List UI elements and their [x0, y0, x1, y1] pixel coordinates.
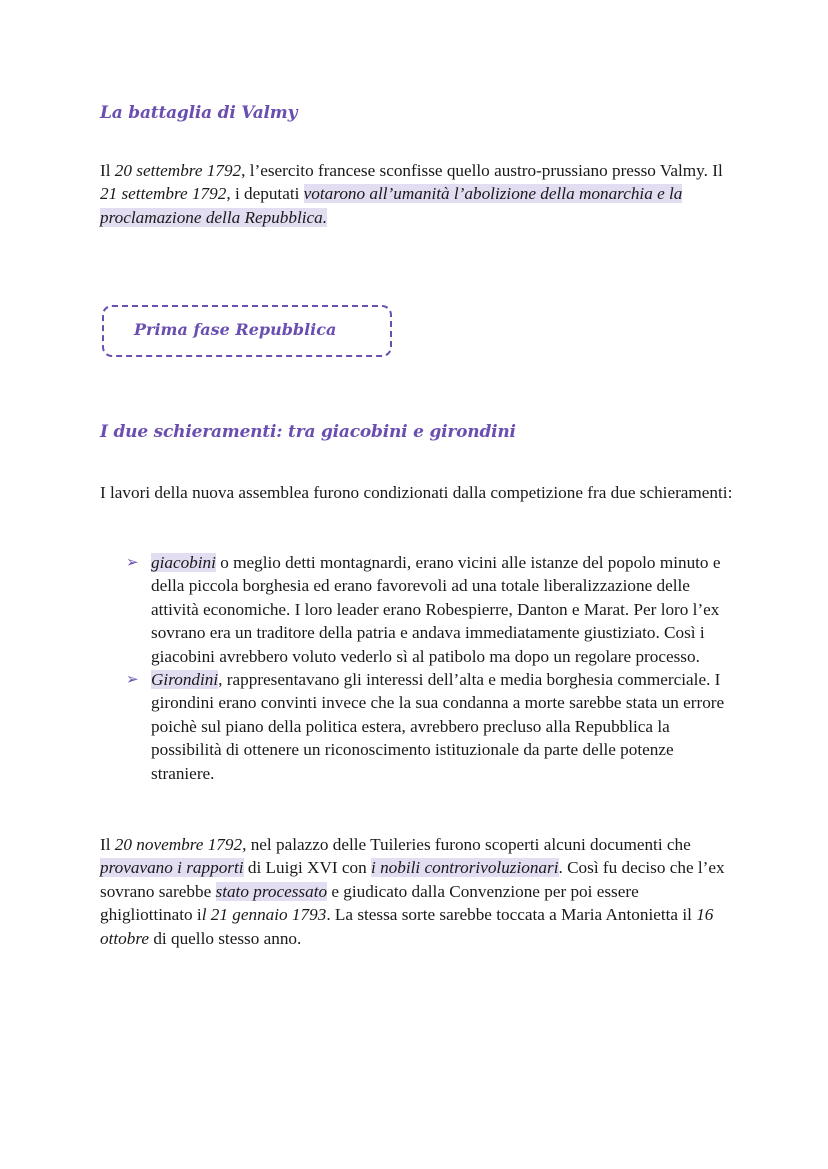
highlighted-text: i nobili controrivoluzionari — [371, 858, 559, 878]
section-heading-schieramenti: I due schieramenti: tra giacobini e girondini — [100, 422, 516, 442]
factions-list — [126, 551, 726, 785]
highlighted-term: giacobini — [151, 553, 216, 572]
date-text: 20 settembre 1792 — [114, 161, 242, 180]
highlighted-text: votarono all’umanità l’abolizione della monarchia e la proclamazione della Repubblica. — [100, 184, 683, 227]
date-text: 16 ottobre — [100, 905, 714, 948]
callout-label: Prima fase Repubblica — [134, 320, 337, 339]
section-heading-valmy: La battaglia di Valmy — [100, 103, 298, 123]
date-text: l 21 gennaio 1793 — [201, 905, 327, 925]
arrow-bullet-icon: ➢ — [126, 553, 139, 571]
list-item: ➢ Girondini, rappresentavano gli interessi dell’alta e media borghesia commerciale. I girondini erano convinti invece che la sua condanna a morte sarebbe stata un errore poichè sul piano della politica estera, avrebbero precluso alla Repubblica la possibilità di ottenere un riconoscimento istituzionale da parte delle potenze straniere. — [126, 670, 725, 783]
highlighted-text: stato processato — [215, 881, 328, 901]
date-text: 20 novembre 1792 — [114, 835, 243, 854]
list-item: ➢ giacobini o meglio detti montagnardi, erano vicini alle istanze del popolo minuto e della piccola borghesia ed erano favorevoli ad una totale liberalizzazione delle attività economiche. I loro leader erano Robespierre, Danton e Marat. Per loro l’ex sovrano era un traditore della patria e andava immediatamente giustiziato. Così i giacobini avrebbero voluto vederlo sì al patibolo ma dopo un regolare processo. — [126, 553, 721, 666]
highlighted-term: Girondini — [151, 670, 219, 690]
date-text: 21 settembre 1792 — [100, 184, 227, 204]
paragraph-valmy: Il 20 settembre 1792, l’esercito francese sconfisse quello austro-prussiano presso Valmy. Il 21 settembre 1792, i deputati votarono all’umanità l’abolizione della monarchia e la proclamazione della Repubblica. — [100, 161, 723, 227]
paragraph-tuileries: Il 20 novembre 1792, nel palazzo delle Tuileries furono scoperti alcuni documenti che provavano i rapporti di Luigi XVI con i nobili controrivoluzionari. Così fu deciso che l’ex sovrano sarebbe stato processato e giudicato dalla Convenzione per poi essere ghigliottinato il 21 gennaio 1793. La stessa sorte sarebbe toccata a Maria Antonietta il 16 ottobre di quello stesso anno. — [100, 835, 725, 948]
arrow-bullet-icon: ➢ — [126, 670, 139, 689]
section-callout-box — [102, 305, 392, 357]
paragraph-intro: I lavori della nuova assemblea furono condizionati dalla competizione fra due schieramenti: — [100, 483, 733, 502]
highlighted-text: provavano i rapporti — [100, 858, 244, 878]
